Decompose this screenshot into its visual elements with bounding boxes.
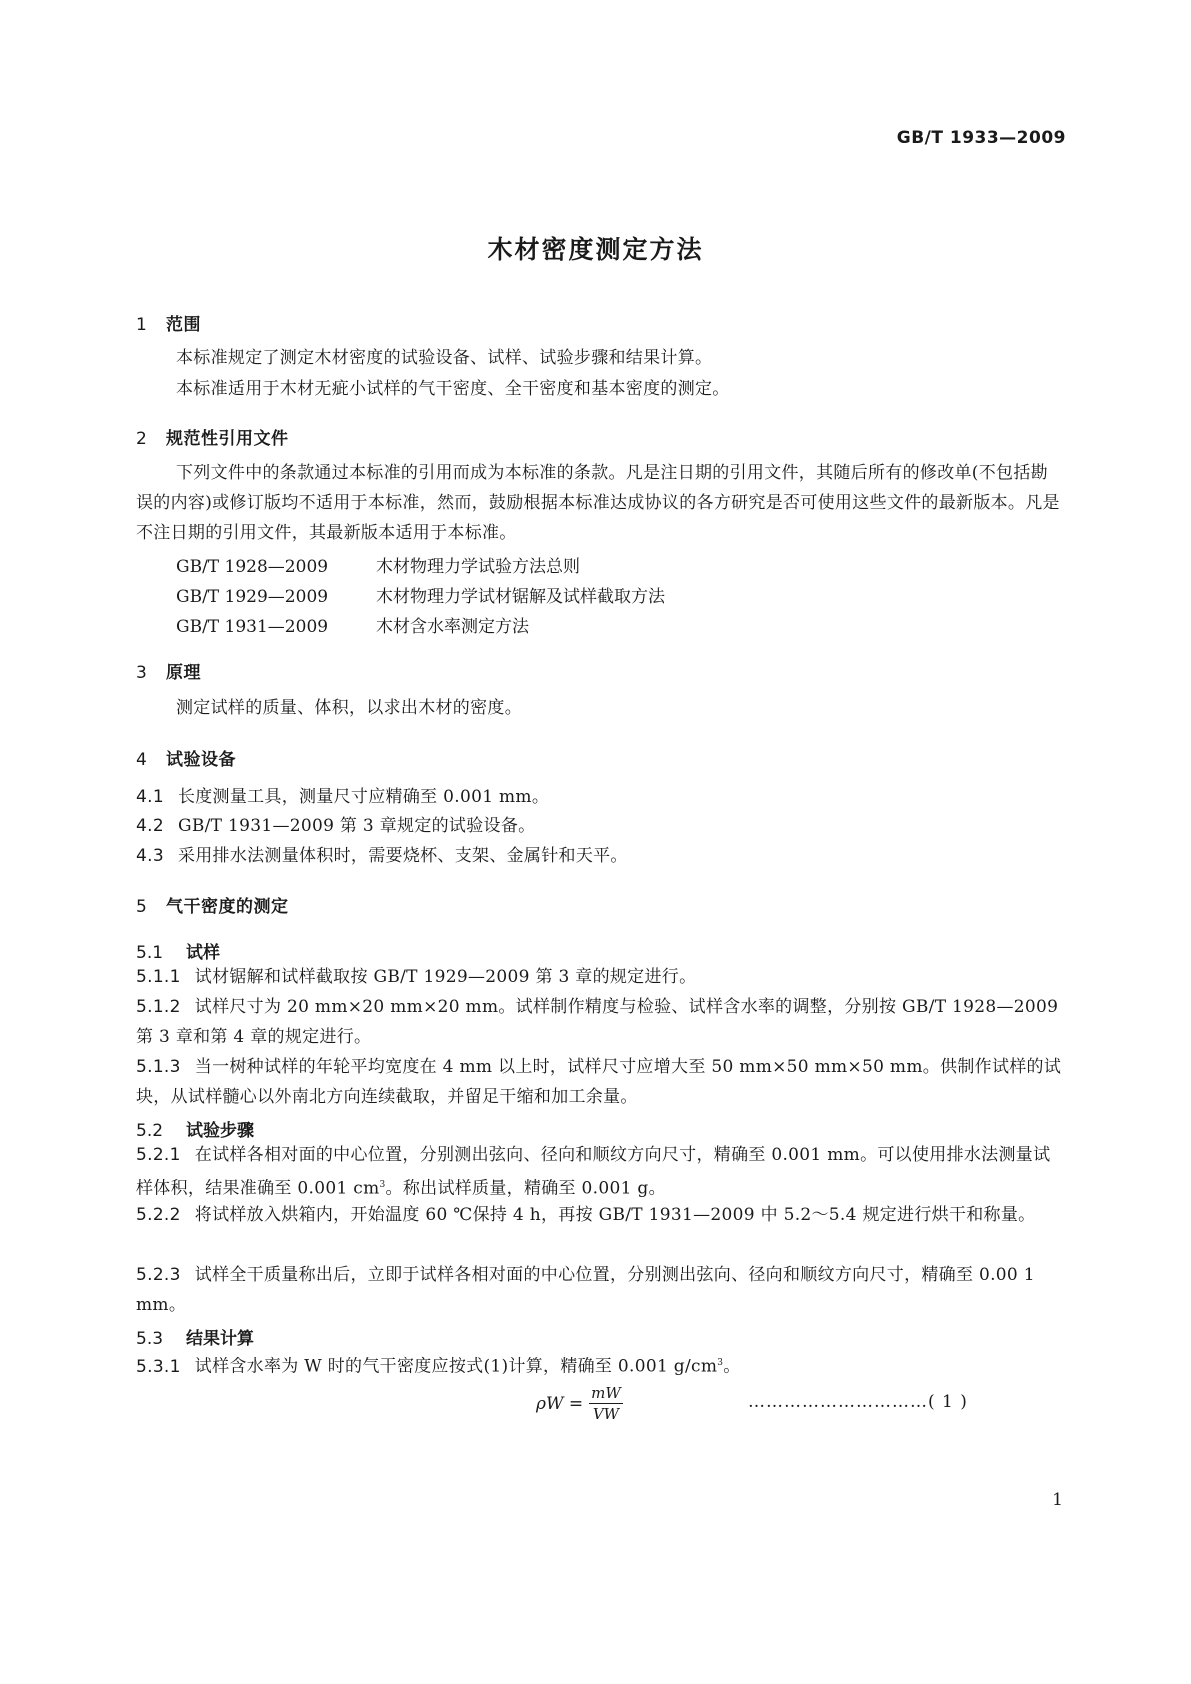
section-1-heading: 1 范围: [136, 315, 201, 335]
section-2-para-1: 下列文件中的条款通过本标准的引用而成为本标准的条款。凡是注日期的引用文件，其随后所有的修改单(不包括勘误的内容)或修订版均不适用于本标准，然而，鼓励根据本标准达成协议的各方研究是否可使用这些文件的最新版本。凡是不注日期的引用文件，其最新版本适用于本标准。: [136, 463, 1060, 543]
section-3-para-1: 测定试样的质量、体积，以求出木材的密度。: [176, 698, 522, 718]
clause-5-1-2: 5.1.2 试样尺寸为 20 mm×20 mm×20 mm。试样制作精度与检验、试样含水率的调整，分别按 GB/T 1928—2009 第 3 章和第 4 章的规定进行。: [136, 997, 1059, 1047]
clause-5-1-1: 5.1.1 试材锯解和试样截取按 GB/T 1929—2009 第 3 章的规定进行。: [136, 967, 697, 987]
formula-leader: …………………………( 1 ): [748, 1392, 968, 1412]
reference-item: GB/T 1928—2009 木材物理力学试验方法总则: [176, 557, 580, 577]
section-1-para-2: 本标准适用于木材无疵小试样的气干密度、全干密度和基本密度的测定。: [176, 379, 730, 399]
section-3-heading: 3 原理: [136, 663, 201, 683]
subsection-5-2-heading: 5.2 试验步骤: [136, 1121, 254, 1141]
formula-expression: [536, 1384, 623, 1423]
clause-4-1: 4.1 长度测量工具，测量尺寸应精确至 0.001 mm。: [136, 787, 550, 807]
clause-5-2-2: 5.2.2 将试样放入烘箱内，开始温度 60 ℃保持 4 h，再按 GB/T 1931—2009 中 5.2～5.4 规定进行烘干和称量。: [136, 1205, 1036, 1225]
formula-denominator: VW: [592, 1405, 620, 1423]
page-number: 1: [1052, 1490, 1063, 1510]
standard-code: GB/T 1933—2009: [896, 128, 1066, 148]
reference-item: GB/T 1931—2009 木材含水率测定方法: [176, 617, 529, 637]
document-title: 木材密度测定方法: [487, 235, 704, 264]
section-5-heading: 5 气干密度的测定: [136, 897, 289, 917]
clause-4-2: 4.2 GB/T 1931—2009 第 3 章规定的试验设备。: [136, 816, 536, 836]
clause-5-2-3: 5.2.3 试样全干质量称出后，立即于试样各相对面的中心位置，分别测出弦向、径向和顺纹方向尺寸，精确至 0.00 1 mm。: [136, 1265, 1035, 1315]
section-2-heading: 2 规范性引用文件: [136, 429, 289, 449]
clause-4-3: 4.3 采用排水法测量体积时，需要烧杯、支架、金属针和天平。: [136, 846, 628, 866]
formula-label: ( 1 ): [928, 1392, 968, 1412]
reference-item: GB/T 1929—2009 木材物理力学试材锯解及试样截取方法: [176, 587, 665, 607]
clause-5-3-1: 5.3.1 试样含水率为 W 时的气干密度应按式(1)计算，精确至 0.001 $g/cm^3$。: [136, 1356, 741, 1377]
subsection-5-3-heading: 5.3 结果计算: [136, 1329, 254, 1349]
section-4-heading: 4 试验设备: [136, 750, 236, 770]
formula-numerator: mW: [591, 1384, 621, 1402]
section-1-para-1: 本标准规定了测定木材密度的试验设备、试样、试验步骤和结果计算。: [176, 348, 713, 368]
formula-lhs: ρW =: [536, 1393, 584, 1414]
clause-5-1-3: 5.1.3 当一树种试样的年轮平均宽度在 4 mm 以上时，试样尺寸应增大至 50 mm×50 mm×50 mm。供制作试样的试块，从试样髓心以外南北方向连续截取，并留足干缩和加工余量。: [136, 1057, 1062, 1107]
clause-5-2-1: 5.2.1 在试样各相对面的中心位置，分别测出弦向、径向和顺纹方向尺寸，精确至 0.001 mm。可以使用排水法测量试样体积，结果准确至 0.001 $cm^3$。称出试样质量，精确至 0.001 g。: [136, 1145, 1051, 1199]
subsection-5-1-heading: 5.1 试样: [136, 943, 220, 963]
formula-fraction: [589, 1384, 623, 1423]
